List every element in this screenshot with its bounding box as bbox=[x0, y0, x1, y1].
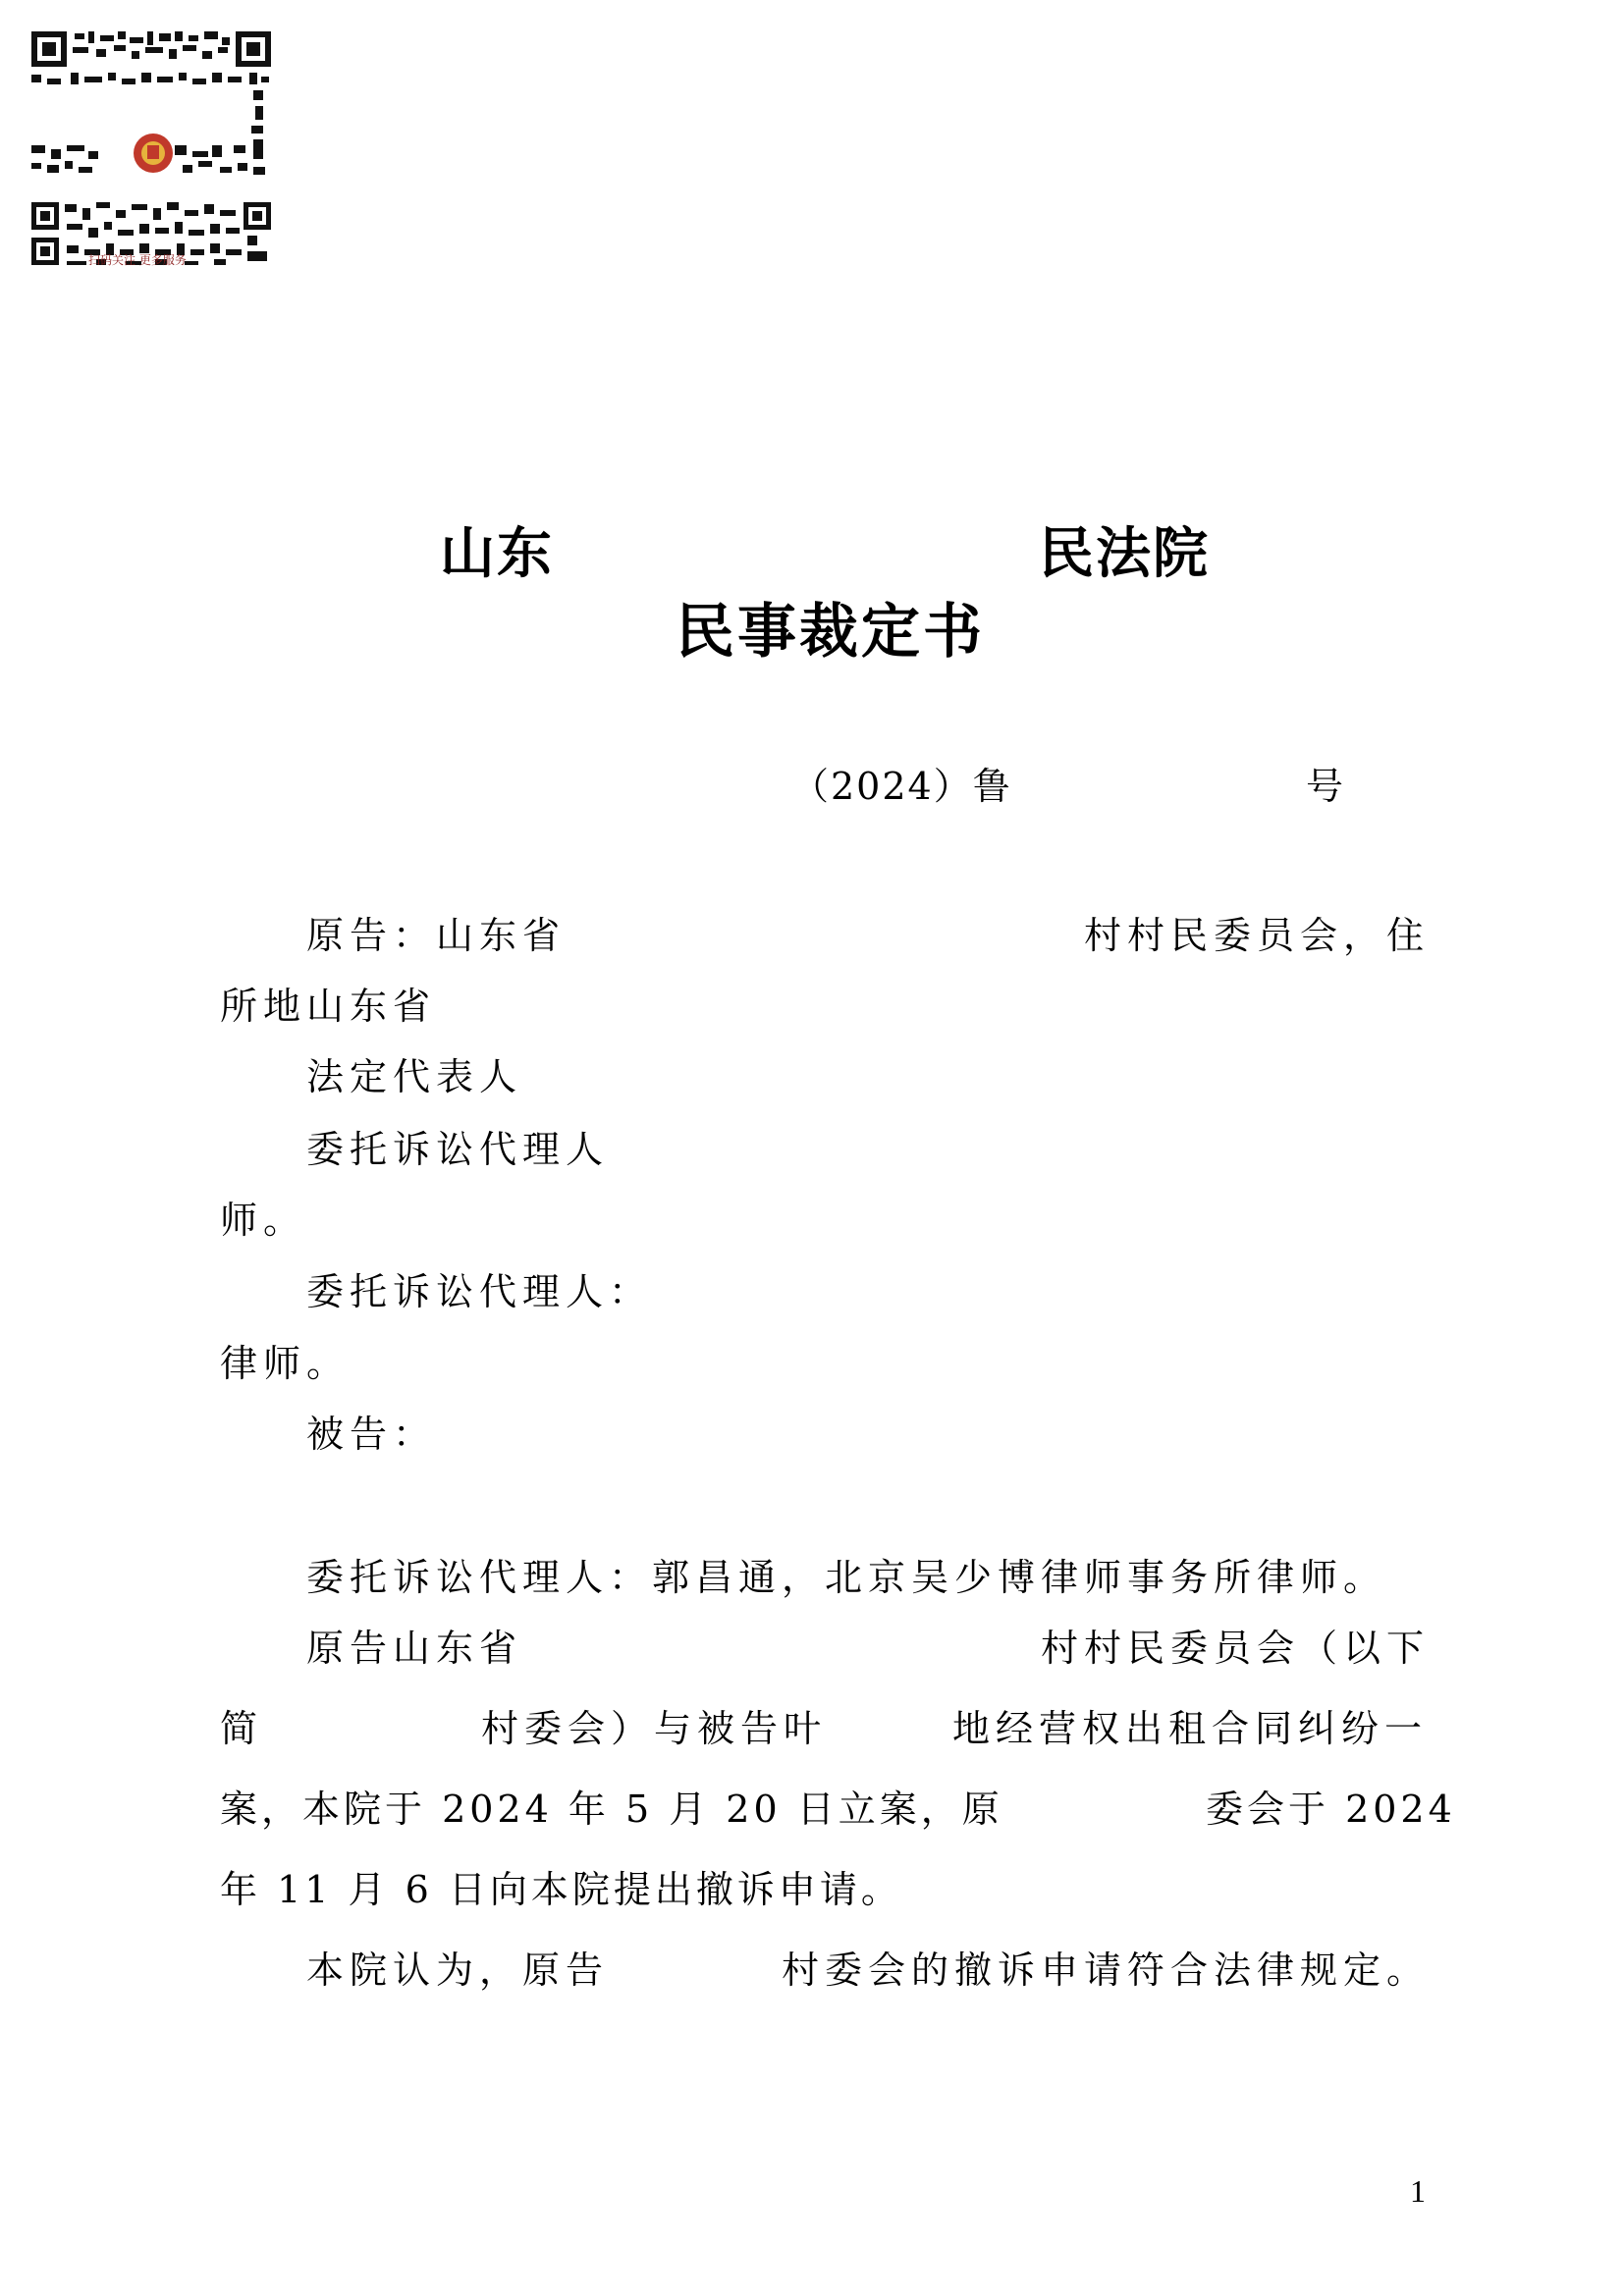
qr-caption: 扫码关注 更多服务 bbox=[88, 253, 187, 267]
paragraph-2a: 本院认为，原告 bbox=[306, 1949, 610, 1992]
paragraph-2b: 村委会的撤诉申请符合法律规定。 bbox=[782, 1949, 1431, 1992]
plaintiff-line-1a: 原告：山东省 bbox=[306, 914, 567, 957]
agent-2-line-2: 律师。 bbox=[220, 1342, 351, 1385]
case-number-prefix: （2024）鲁 bbox=[791, 765, 1012, 808]
plaintiff-line-2: 所地山东省 bbox=[220, 985, 437, 1028]
defendant-agent: 委托诉讼代理人：郭昌通，北京吴少博律师事务所律师。 bbox=[306, 1556, 1387, 1599]
agent-1-line-2: 师。 bbox=[220, 1199, 307, 1242]
paragraph-1-line-1b: 村村民委员会（以下 bbox=[1041, 1627, 1431, 1670]
paragraph-1-line-3b: 委会于 2024 bbox=[1206, 1788, 1456, 1831]
paragraph-1-line-1a: 原告山东省 bbox=[306, 1627, 523, 1670]
agent-2-line-1: 委托诉讼代理人： bbox=[306, 1270, 653, 1313]
legal-representative: 法定代表人 bbox=[306, 1055, 523, 1098]
defendant: 被告： bbox=[306, 1413, 437, 1456]
plaintiff-line-1b: 村村民委员会，住 bbox=[1084, 914, 1431, 957]
case-number-suffix: 号 bbox=[1306, 765, 1350, 808]
paragraph-1-line-2a: 简 bbox=[220, 1707, 264, 1750]
document-title: 民事裁定书 bbox=[676, 598, 985, 667]
court-name-suffix: 民法院 bbox=[1039, 522, 1210, 586]
agent-1-line-1: 委托诉讼代理人 bbox=[306, 1128, 610, 1171]
paragraph-1-line-4: 年 11 月 6 日向本院提出撤诉申请。 bbox=[220, 1868, 902, 1911]
qr-code-image bbox=[27, 27, 273, 273]
court-name-prefix: 山东 bbox=[440, 522, 554, 586]
qr-code-block bbox=[27, 27, 273, 277]
court-emblem-icon bbox=[134, 133, 173, 173]
paragraph-1-line-2b: 村委会）与被告叶 bbox=[481, 1707, 828, 1750]
paragraph-1-line-3a: 案，本院于 2024 年 5 月 20 日立案，原 bbox=[220, 1788, 1003, 1831]
paragraph-1-line-2c: 地经营权出租合同纠纷一 bbox=[952, 1707, 1429, 1750]
page-number: 1 bbox=[1410, 2173, 1426, 2209]
